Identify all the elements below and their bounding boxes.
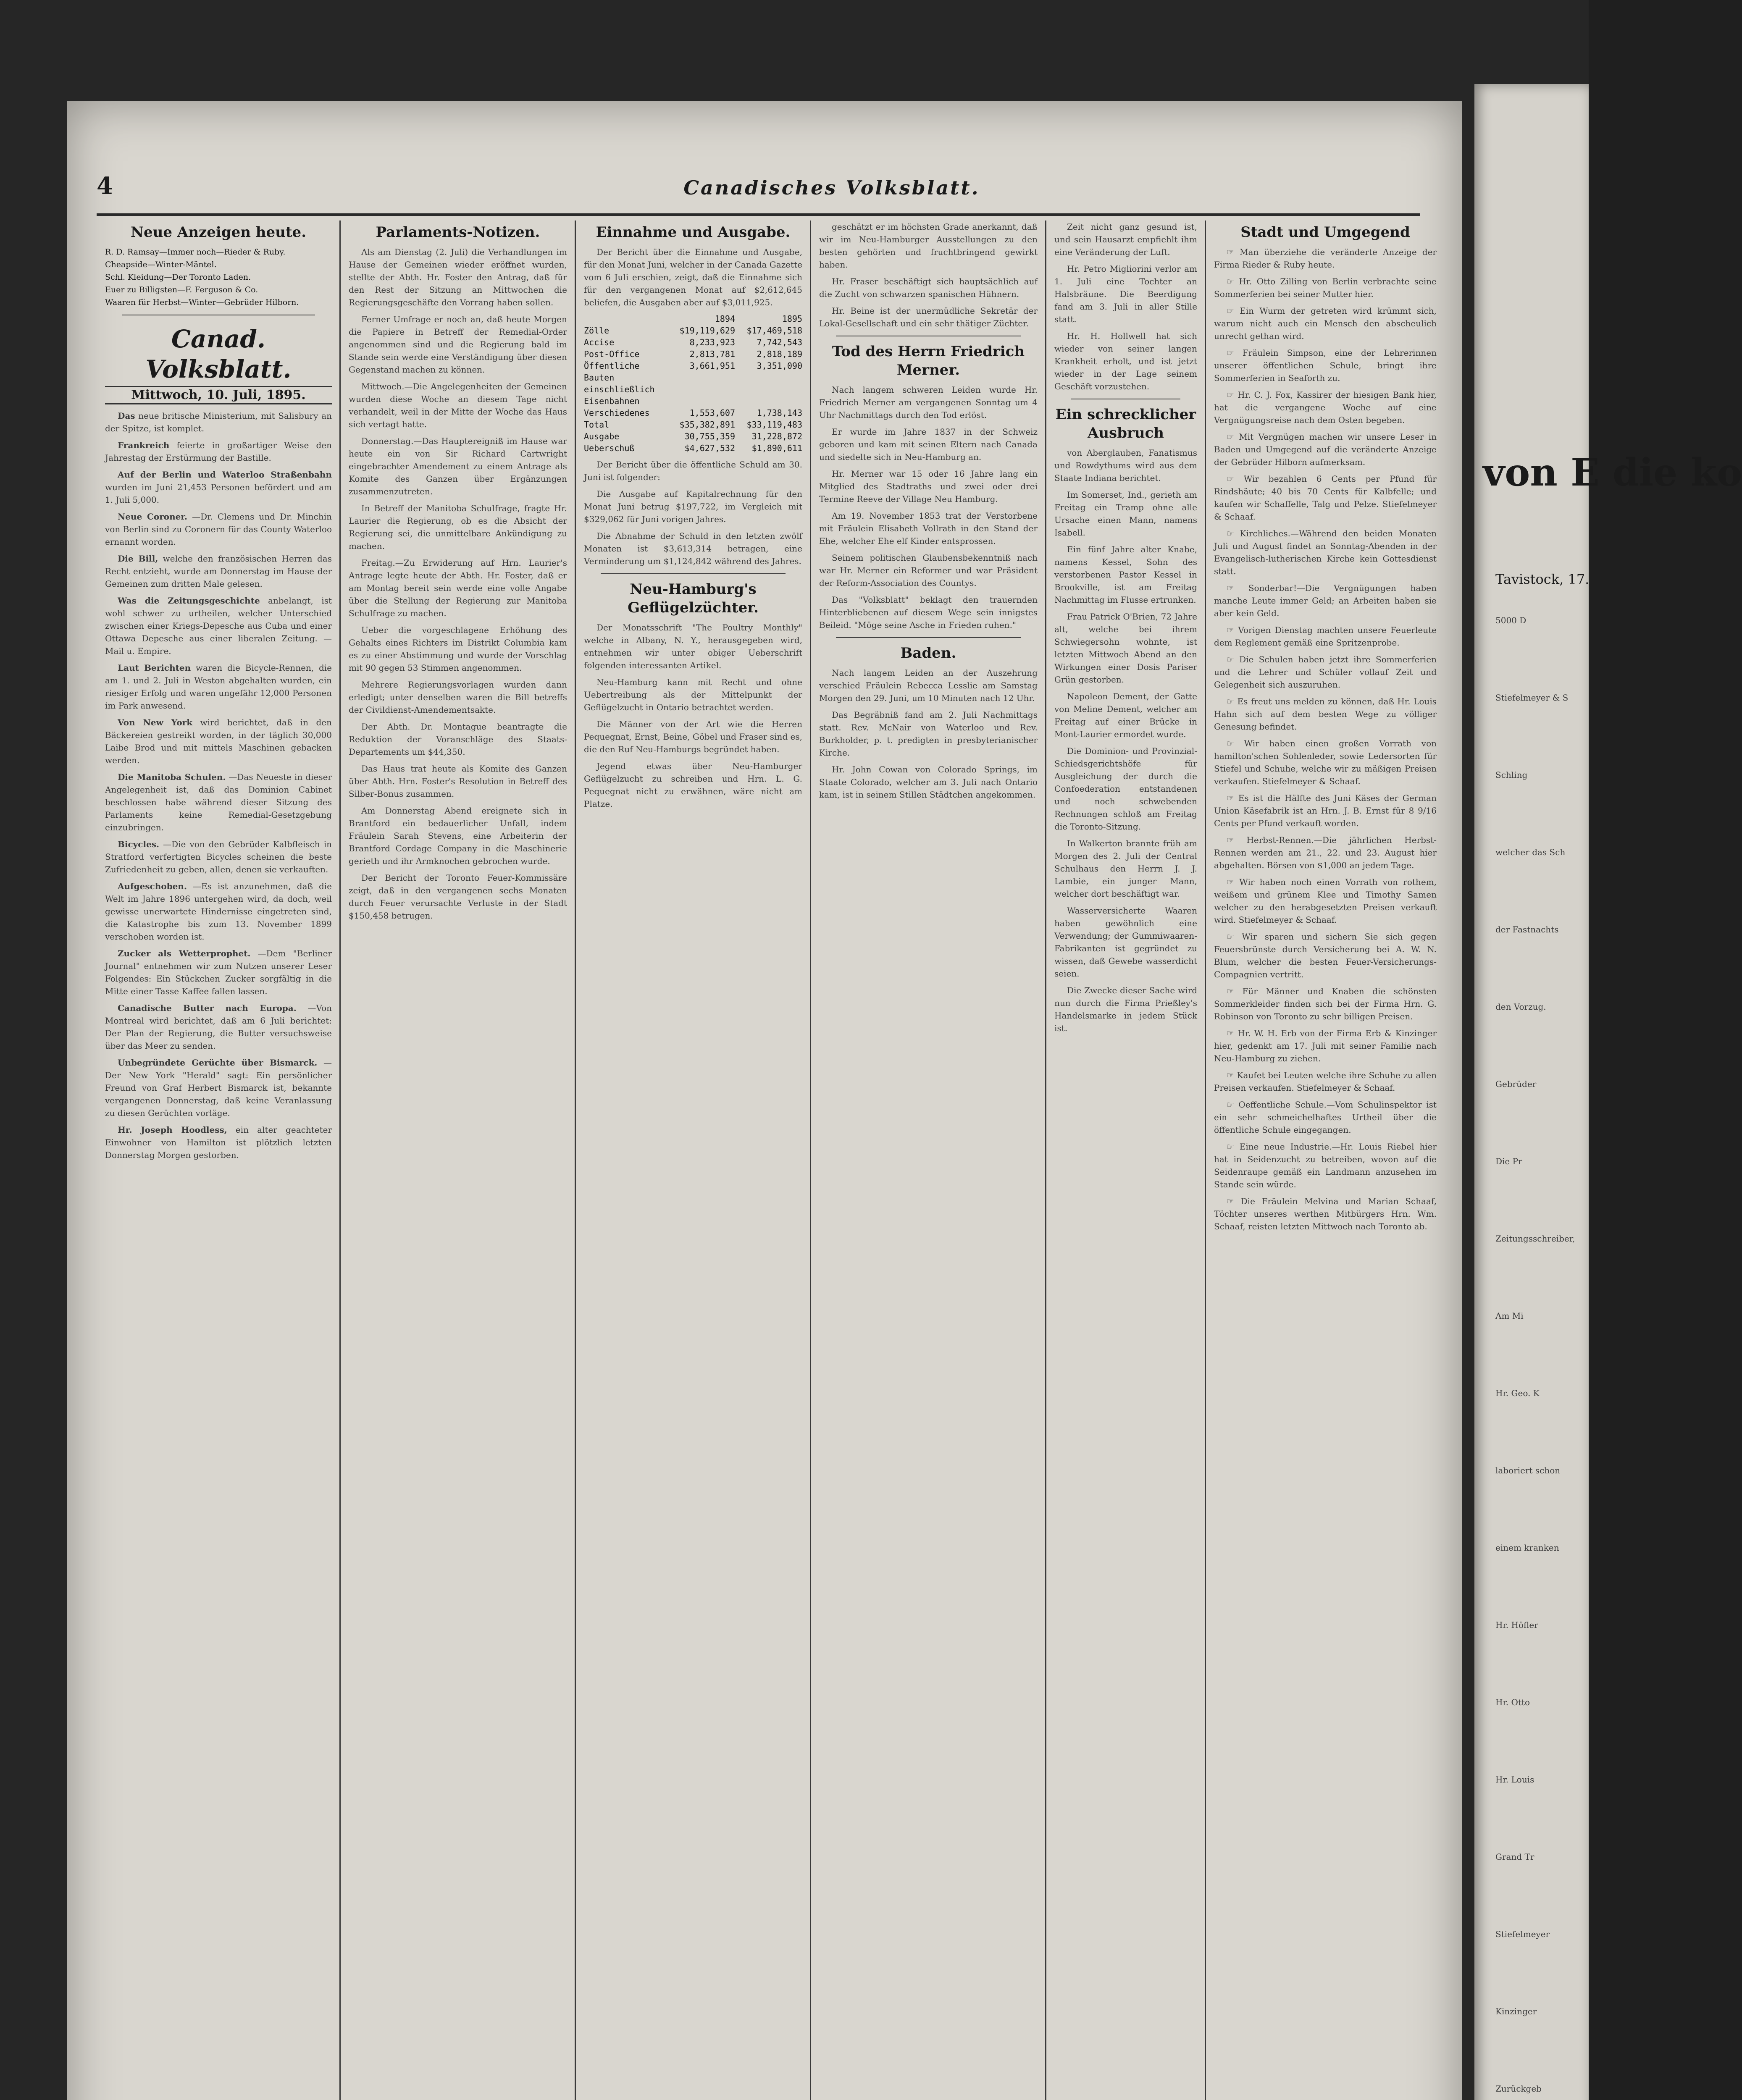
pointing-hand-icon: ☞ <box>1227 306 1240 316</box>
news-item <box>105 1002 332 1052</box>
column-1 <box>105 220 332 2100</box>
news-item-lead: Aufgeschoben. <box>118 881 187 891</box>
ad-line: Schl. Kleidung—Der Toronto Laden. <box>105 273 251 282</box>
adjacent-text-line: der Fastnachts <box>1495 924 1559 934</box>
local-item-text: Vorigen Dienstag machten unsere Feuerleute dem Reglement gemäß eine Spritzenprobe. <box>1214 625 1437 648</box>
obituary-paragraph: Das "Volksblatt" beklagt den trauernden Hinterbliebenen auf diesem Wege sein innigstes Beileid. "Möge seine Asche in Frieden ruhen." <box>819 595 1038 630</box>
pointing-hand-icon: ☞ <box>1227 793 1238 803</box>
local-headline: Stadt und Umgegend <box>1240 224 1410 241</box>
news-item-lead: Die Manitoba Schulen. <box>118 772 226 782</box>
local-item-text: Hr. W. H. Erb von der Firma Erb & Kinzinger hier, gedenkt am 17. Juli mit seiner Familie nach Neu-Hamburg zu ziehen. <box>1214 1028 1437 1063</box>
news-item-text: ein alter geachteter Einwohner von Hamilton ist plötzlich letzten Donnerstag Morgen gestorben. <box>105 1125 332 1160</box>
table-cell: $33,119,483 <box>746 420 802 430</box>
table-cell: 3,661,951 <box>689 361 735 371</box>
local-item-text: Hr. Otto Zilling von Berlin verbrachte seine Sommerferien bei seiner Mutter hier. <box>1214 276 1437 299</box>
adjacent-text-line: Gebrüder <box>1495 1079 1537 1089</box>
adjacent-text-line: welcher das Sch <box>1495 847 1566 857</box>
table-cell: 1894 <box>715 314 735 324</box>
adjacent-text-line: einem kranken <box>1495 1543 1559 1553</box>
local-item-text: Wir haben einen großen Vorrath von hamilton'schen Sohlenleder, sowie Ledersorten für Stiefel und Schuhe, welche wir zu mäßigen Preisen verkaufen. Stiefelmeyer & Schaaf. <box>1214 738 1437 786</box>
pointing-hand-icon: ☞ <box>1227 474 1244 484</box>
local-item-text: Man überziehe die veränderte Anzeige der Firma Rieder & Ruby heute. <box>1214 247 1437 270</box>
table-cell: 2,813,781 <box>689 349 735 359</box>
news-item <box>105 439 332 464</box>
local-item-text: Es ist die Hälfte des Juni Käses der German Union Käsefabrik ist an Hrn. J. B. Ernst für 8 9/16 Cents per Pfund verkauft worden. <box>1214 793 1437 828</box>
news-item <box>105 468 332 506</box>
column-rule <box>1045 220 1046 2100</box>
local-item <box>1214 1098 1437 1136</box>
news-item-text: wird berichtet, daß in den Bäckereien gestreikt worden, in der täglich 30,000 Laibe Brod und mit mittels Maschinen gebacken werden. <box>105 717 332 765</box>
adjacent-text-line: Stiefelmeyer <box>1495 1929 1550 1939</box>
news-item-text: neue britische Ministerium, mit Salisbury an der Spitze, ist komplet. <box>105 411 332 433</box>
revenue-paragraph: Die Abnahme der Schuld in den letzten zwölf Monaten ist $3,613,314 betragen, eine Verminderung um $1,124,842 während des Jahres. <box>584 531 802 566</box>
ad-line: Euer zu Billigsten—F. Ferguson & Co. <box>105 285 258 294</box>
obituary-headline: Tod des Herrn Friedrich Merner. <box>832 343 1025 378</box>
table-cell: 2,818,189 <box>757 349 802 359</box>
table-cell: 3,351,090 <box>757 361 802 371</box>
local-item-text: Für Männer und Knaben die schönsten Sommerkleider finden sich bei der Firma Hrn. G. Robinson von Toronto zu sehr billigen Preisen. <box>1214 986 1437 1021</box>
baden-text <box>819 667 1038 801</box>
table-cell: Post-Office <box>584 349 640 359</box>
table-cell: 1,738,143 <box>757 408 802 418</box>
local-item-text: Hr. C. J. Fox, Kassirer der hiesigen Bank hier, hat die vergangene Woche auf eine Vergnügungsreise nach dem Osten begeben. <box>1214 390 1437 425</box>
news-item <box>105 662 332 712</box>
adjacent-text-line: Hr. Geo. K <box>1495 1388 1540 1398</box>
parliament-paragraph: Freitag.—Zu Erwiderung auf Hrn. Laurier's Antrage legte heute der Abth. Hr. Foster, daß er am Montag bereit sein werde eine volle Angabe über die Stellung der Regierung zur Manitoba Schulfrage zu machen. <box>349 558 567 618</box>
table-cell: 7,742,543 <box>757 337 802 347</box>
table-cell: Total <box>584 420 610 430</box>
table-cell: Öffentliche Bauten einschließlich Eisenbahnen <box>584 361 655 406</box>
table-row <box>584 407 802 419</box>
local-item <box>1214 1069 1437 1094</box>
local-item <box>1214 1140 1437 1191</box>
news-item-lead: Hr. Joseph Hoodless, <box>118 1125 227 1135</box>
news-item-text: —Die von den Gebrüder Kalbfleisch in Stratford verfertigten Bicycles scheinen die beste Zufriedenheit zu geben, allen, denen sie verkauften. <box>105 839 332 874</box>
table-row <box>584 348 802 360</box>
outbreak-paragraph: Die Zwecke dieser Sache wird nun durch die Firma Prießley's Handelsmarke in jedem Stück ist. <box>1054 985 1197 1033</box>
parliament-text <box>349 246 567 922</box>
news-item <box>105 771 332 834</box>
news-item-lead: Zucker als Wetterprophet. <box>118 948 251 958</box>
local-item <box>1214 985 1437 1023</box>
news-item-lead: Das <box>118 411 135 421</box>
local-item-text: Die Schulen haben jetzt ihre Sommerferien und die Lehrer und Schüler vollauf Zeit und Gelegenheit sich auszuruhen. <box>1214 654 1437 690</box>
table-cell: $1,890,611 <box>751 443 802 453</box>
table-cell: 30,755,359 <box>684 431 735 441</box>
news-item-lead: Neue Coroner. <box>118 512 188 522</box>
table-row <box>584 419 802 430</box>
table-cell <box>584 313 668 325</box>
paper-title: Canadisches Volksblatt. <box>683 176 980 199</box>
table-cell: Verschiedenes <box>584 408 650 418</box>
news-item-lead: Was die Zeitungsgeschichte <box>118 596 260 606</box>
local-item <box>1214 653 1437 691</box>
running-head <box>97 172 1420 210</box>
column-4 <box>819 220 1038 2100</box>
local-item <box>1214 346 1437 384</box>
adjacent-text-line: Stiefelmeyer & S <box>1495 693 1569 703</box>
poultry-paragraph: Der Monatsschrift "The Poultry Monthly" welche in Albany, N. Y., herausgegeben wird, entnehmen wir unter obiger Ueberschrift folgenden interessanten Artikel. <box>584 622 802 670</box>
adjacent-text-line: Grand Tr <box>1495 1852 1534 1862</box>
poultry-paragraph: Hr. Fraser beschäftigt sich hauptsächlich auf die Zucht von schwarzen spanischen Hühnern. <box>819 276 1038 299</box>
table-row <box>584 325 802 336</box>
local-note: Hr. Petro Migliorini verlor am 1. Juli eine Tochter an Halsbräune. Die Beerdigung fand am 3. Juli in aller Stille statt. <box>1054 264 1197 324</box>
outbreak-paragraph: In Walkerton brannte früh am Morgen des 2. Juli der Central Schulhaus den Herrn J. J. Lambie, ein junger Mann, welcher dort beschäftigt war. <box>1054 838 1197 899</box>
adjacent-text-line: Zurückgeb <box>1495 2084 1542 2094</box>
pointing-hand-icon: ☞ <box>1227 1196 1241 1206</box>
revenue-text <box>584 458 802 567</box>
pointing-hand-icon: ☞ <box>1227 738 1244 748</box>
pointing-hand-icon: ☞ <box>1227 625 1238 635</box>
column-rule <box>810 220 811 2100</box>
outbreak-paragraph: Wasserversicherte Waaren haben gewöhnlich eine Verwendung; der Gummiwaaren-Fabrikanten ist gegründet zu wissen, daß Gewebe wasserdicht seien. <box>1054 906 1197 979</box>
pointing-hand-icon: ☞ <box>1227 1070 1237 1080</box>
obituary-paragraph: Nach langem schweren Leiden wurde Hr. Friedrich Merner am vergangenen Sonntag um 4 Uhr Nachmittags durch den Tod erlöst. <box>819 385 1038 420</box>
local-item-text: Mit Vergnügen machen wir unsere Leser in Baden und Umgegend auf die veränderte Anzeige der Gebrüder Hilborn aufmerksam. <box>1214 432 1437 467</box>
local-item-text: Sonderbar!—Die Vergnügungen haben manche Leute immer Geld; an Arbeiten haben sie aber kein Geld. <box>1214 583 1437 618</box>
local-item <box>1214 834 1437 872</box>
news-item-lead: Unbegründete Gerüchte über Bismarck. <box>118 1058 318 1068</box>
news-item-text: —Der New York "Herald" sagt: Ein persönlicher Freund von Graf Herbert Bismarck ist, bekannte vergangenen Donnerstag, daß keine Veranlassung zu diesen Gerüchten vorläge. <box>105 1058 332 1118</box>
news-item-lead: Frankreich <box>118 440 170 450</box>
outbreak-paragraph: von Aberglauben, Fanatismus und Rowdythums wird aus dem Staate Indiana berichtet. <box>1054 448 1197 483</box>
table-cell: 8,233,923 <box>689 337 735 347</box>
adjacent-text-line: Hr. Louis <box>1495 1774 1534 1785</box>
outbreak-headline: Ein schrecklicher Ausbruch <box>1055 406 1196 441</box>
adjacent-text-line: Zeitungsschreiber, <box>1495 1234 1575 1244</box>
table-cell: Ueberschuß <box>584 443 635 453</box>
news-item-text: —Dr. Clemens und Dr. Minchin von Berlin sind zu Coronern für das County Waterloo ernannt worden. <box>105 512 332 547</box>
local-item-text: Wir haben noch einen Vorrath von rothem, weißem und grünem Klee und Timothy Samen welcher zu den herabgesetzten Preisen verkauft wird. Stiefelmeyer & Schaaf. <box>1214 877 1437 925</box>
column-rule <box>339 220 341 2100</box>
news-item-text: anbelangt, ist wohl schwer zu urtheilen, welcher Unterschied zwischen einer Kriegs-Depesche aus Cuba und einer Ottawa Depesche aus einer liberalen Zeitung. — Mail u. Empire. <box>105 596 332 656</box>
column-5 <box>1054 220 1197 2100</box>
adjacent-dateline: Tavistock, 17. <box>1495 571 1590 587</box>
ad-line: Cheapside—Winter-Mäntel. <box>105 260 217 269</box>
revenue-table <box>584 313 802 454</box>
news-item <box>105 1056 332 1119</box>
pointing-hand-icon: ☞ <box>1227 696 1238 706</box>
parliament-paragraph: Donnerstag.—Das Hauptereigniß im Hause war heute ein von Sir Richard Cartwright eingebrachter Amendement zu einem Antrage als Komite des Ganzen über Ergänzungen zusammenzutreten. <box>349 436 567 496</box>
news-item <box>105 880 332 943</box>
table-cell: 31,228,872 <box>751 431 802 441</box>
local-item <box>1214 275 1437 300</box>
news-item <box>105 716 332 766</box>
pointing-hand-icon: ☞ <box>1227 348 1243 358</box>
table-header <box>584 313 802 325</box>
local-item <box>1214 582 1437 620</box>
baden-paragraph: Das Begräbniß fand am 2. Juli Nachmittags statt. Rev. McNair von Waterloo und Rev. Burkholder, p. t. predigten in presbyterianischer Kirche. <box>819 710 1038 758</box>
parliament-paragraph: Als am Dienstag (2. Juli) die Verhandlungen im Hause der Gemeinen wieder eröffnet wurden, stellte der Abth. Hr. Foster den Antrag, daß für den Rest der Sitzung an Mittwochen die Regierungsgeschäfte den Vorrang haben sollen. <box>349 247 567 307</box>
parliament-paragraph: Ueber die vorgeschlagene Erhöhung des Gehalts eines Richters im Distrikt Columbia kam es zu einer Abstimmung und wurde der Vorschlag mit 90 gegen 53 Stimmen angenommen. <box>349 625 567 673</box>
pointing-hand-icon: ☞ <box>1227 276 1239 286</box>
news-item <box>105 552 332 590</box>
news-item <box>105 838 332 876</box>
divider <box>836 637 1021 638</box>
revenue-headline: Einnahme und Ausgabe. <box>596 224 791 241</box>
local-item <box>1214 876 1437 926</box>
poultry-paragraph: Die Männer von der Art wie die Herren Pequegnat, Ernst, Beine, Göbel und Fraser sind es, die den Ruf Neu-Hamburgs begründet haben. <box>584 719 802 754</box>
adjacent-text-line: Am Mi <box>1495 1311 1524 1321</box>
news-item-lead: Die Bill, <box>118 554 158 564</box>
news-item-text: —Es ist anzunehmen, daß die Welt im Jahre 1896 untergehen wird, da doch, weil gewisse unerwartete Hindernisse eingetreten sind, die Katastrophe bis zum 13. November 1899 verschoben worden ist. <box>105 881 332 942</box>
table-cell: $17,469,518 <box>746 326 802 336</box>
adjacent-text-line: den Vorzug. <box>1495 1002 1546 1012</box>
baden-paragraph: Hr. John Cowan von Colorado Springs, im Staate Colorado, welcher am 3. Juli nach Ontario kam, ist in seinem Stillen Städtchen angekommen. <box>819 764 1038 800</box>
adjacent-text-line: Schling <box>1495 770 1528 780</box>
masthead: Canad. Volksblatt. <box>145 325 292 383</box>
pointing-hand-icon: ☞ <box>1227 528 1240 538</box>
local-item <box>1214 930 1437 981</box>
adjacent-text-line: laboriert schon <box>1495 1465 1561 1475</box>
column-2 <box>349 220 567 2100</box>
news-item-lead: Auf der Berlin und Waterloo Straßenbahn <box>118 470 332 480</box>
pointing-hand-icon: ☞ <box>1227 390 1238 400</box>
pointing-hand-icon: ☞ <box>1227 932 1242 942</box>
news-item <box>105 947 332 998</box>
outbreak-text <box>1054 446 1197 1034</box>
adjacent-page <box>1474 84 1742 2100</box>
local-item <box>1214 737 1437 788</box>
news-item-text: wurden im Juni 21,453 Personen befördert und am 1. Juli 5,000. <box>105 482 332 505</box>
poultry-paragraph: Jegend etwas über Neu-Hamburger Geflügelzucht zu schreiben und Hrn. L. G. Pequegnat nicht zu erwähnen, wäre nicht am Platze. <box>584 761 802 809</box>
local-item <box>1214 695 1437 733</box>
baden-headline: Baden. <box>900 645 956 662</box>
column-6 <box>1214 220 1437 2100</box>
local-item <box>1214 527 1437 578</box>
pointing-hand-icon: ☞ <box>1227 583 1248 593</box>
local-item-text: Fräulein Simpson, eine der Lehrerinnen unserer öffentlichen Schule, bringt ihre Sommerferien in Seaforth zu. <box>1214 348 1437 383</box>
local-item <box>1214 1195 1437 1233</box>
parliament-paragraph: Das Haus trat heute als Komite des Ganzen über Abth. Hrn. Foster's Resolution in Betreff des Silber-Bonus zusammen. <box>349 764 567 799</box>
table-cell: $19,119,629 <box>679 326 735 336</box>
adjacent-text-line: Die Pr <box>1495 1156 1522 1166</box>
ads-list <box>105 246 332 309</box>
obituary-paragraph: Seinem politischen Glaubensbekenntniß nach war Hr. Merner ein Reformer und war Präsident der Reform-Association des Countys. <box>819 553 1038 588</box>
local-item-text: Eine neue Industrie.—Hr. Louis Riebel hier hat in Seidenzucht zu betreiben, wovon auf die Seidenraupe gemäß ein Landmann anzusehen im Stande sein würde. <box>1214 1142 1437 1189</box>
pointing-hand-icon: ☞ <box>1227 432 1239 442</box>
poultry-text <box>584 621 802 810</box>
obituary-paragraph: Er wurde im Jahre 1837 in der Schweiz geboren und kam mit seinen Eltern nach Canada und siedelte sich in Neu-Hamburg an. <box>819 427 1038 462</box>
local-item-text: Kaufet bei Leuten welche ihre Schuhe zu allen Preisen verkaufen. Stiefelmeyer & Schaaf. <box>1214 1070 1437 1093</box>
news-item-lead: Von New York <box>118 717 193 727</box>
parliament-paragraph: Mehrere Regierungsvorlagen wurden dann erledigt; unter denselben waren die Bill betreffs der Civildienst-Amendementsakte. <box>349 680 567 715</box>
table-cell: 1895 <box>782 314 802 324</box>
local-note: Hr. H. Hollwell hat sich wieder von seiner langen Krankheit erholt, und ist jetzt wieder in der Lage seinem Geschäft vorzustehen. <box>1054 331 1197 391</box>
news-item-text: —Dem "Berliner Journal" entnehmen wir zum Nutzen unserer Leser Folgendes: Ein Stückchen Zucker sorgfältig in die Mitte einer Tasse Kaffee fallen lassen. <box>105 948 332 996</box>
outbreak-paragraph: Napoleon Dement, der Gatte von Meline Dement, welcher am Freitag auf einer Brücke in Mont-Laurier ermordet wurde. <box>1054 691 1197 739</box>
baden-paragraph: Nach langem Leiden an der Auszehrung verschied Fräulein Rebecca Lesslie am Samstag Morgen den 29. Juni, um 10 Minuten nach 12 Uhr. <box>819 668 1038 703</box>
news-sections <box>105 410 332 1161</box>
news-item <box>105 594 332 657</box>
table-cell: 1,553,607 <box>689 408 735 418</box>
local-item <box>1214 624 1437 649</box>
ad-line: Waaren für Herbst—Winter—Gebrüder Hilborn. <box>105 298 299 307</box>
adjacent-text <box>1495 613 1588 2100</box>
parliament-paragraph: Ferner Umfrage er noch an, daß heute Morgen die Papiere in Betreff der Remedial-Order angenommen sind und die Regierung bald im Stande sein werde eine Verständigung über diesen Gegenstand machen zu können. <box>349 314 567 375</box>
local-item <box>1214 1027 1437 1065</box>
column-rule <box>575 220 576 2100</box>
table-row <box>584 336 802 348</box>
local-item-text: Herbst-Rennen.—Die jährlichen Herbst-Rennen werden am 21., 22. und 23. August hier abgehalten. Börsen von $1,000 an jedem Tage. <box>1214 835 1437 870</box>
table-cell: $35,382,891 <box>679 420 735 430</box>
column-3 <box>584 220 802 2100</box>
news-item-lead: Laut Berichten <box>118 663 191 673</box>
news-item-lead: Canadische Butter nach Europa. <box>118 1003 297 1013</box>
local-items <box>1214 246 1437 1233</box>
local-item-text: Die Fräulein Melvina und Marian Schaaf, Töchter unseres werthen Mitbürgers Hrn. Wm. Schaaf, reisten letzten Mittwoch nach Toronto ab. <box>1214 1196 1437 1231</box>
local-item <box>1214 388 1437 426</box>
outbreak-paragraph: Frau Patrick O'Brien, 72 Jahre alt, welche bei ihrem Schwiegersohn wohnte, ist letzten Mittwoch Abend an den Wirkungen einer Dosis Pariser Grün gestorben. <box>1054 612 1197 685</box>
parliament-paragraph: In Betreff der Manitoba Schulfrage, fragte Hr. Laurier die Regierung, ob es die Absicht der Regierung sei, die unmittelbare Ankündigung zu machen. <box>349 503 567 551</box>
pointing-hand-icon: ☞ <box>1227 1142 1240 1152</box>
local-item-text: Oeffentliche Schule.—Vom Schulinspektor ist ein sehr schmeichelhaftes Urtheil über die öffentliche Schule eingegangen. <box>1214 1100 1437 1135</box>
news-item-text: waren die Bicycle-Rennen, die am 1. und 2. Juli in Weston abgehalten wurden, ein riesiger Erfolg und waren ungefähr 12,000 Personen im Park anwesend. <box>105 663 332 711</box>
parliament-headline: Parlaments-Notizen. <box>376 224 540 241</box>
poultry-paragraph: Neu-Hamburg kann mit Recht und ohne Uebertreibung als der Mittelpunkt der Geflügelzucht in Ontario betrachtet werden. <box>584 677 802 712</box>
poultry-headline: Neu-Hamburg's Geflügelzüchter. <box>628 581 759 616</box>
outbreak-paragraph: Im Somerset, Ind., gerieth am Freitag ein Tramp ohne alle Ursache einen Mann, namens Isabell. <box>1054 490 1197 538</box>
table-row <box>584 430 802 442</box>
local-item <box>1214 304 1437 342</box>
obituary-paragraph: Hr. Merner war 15 oder 16 Jahre lang ein Mitglied des Stadtraths und zwei oder drei Termine Reeve der Village Neu Hamburg. <box>819 469 1038 504</box>
adjacent-text-line: Hr. Otto <box>1495 1697 1530 1707</box>
table-cell: Zölle <box>584 326 610 336</box>
header-rule <box>97 213 1420 216</box>
local-notes <box>1054 262 1197 393</box>
ads-headline: Neue Anzeigen heute. <box>130 224 307 241</box>
page-number: 4 <box>97 172 113 200</box>
outbreak-paragraph: Die Dominion- und Provinzial-Schiedsgerichtshöfe für Ausgleichung der durch die Confoederation entstandenen und noch schwebenden Rechnungen schloß am Freitag die Toronto-Sitzung. <box>1054 746 1197 832</box>
revenue-intro: Der Bericht über die Einnahme und Ausgabe, für den Monat Juni, welcher in der Canada Gazette vom 6 Juli erschien, zeigt, daß die Einnahme sich für den vergangenen Monat auf $2,612,645 beliefen, die Ausgaben aber auf $3,011,925. <box>584 247 802 307</box>
obituary-text <box>819 383 1038 631</box>
divider <box>601 573 786 574</box>
parliament-paragraph: Der Abth. Dr. Montague beantragte die Reduktion der Voranschläge des Staats-Departements um $44,350. <box>349 722 567 757</box>
local-item <box>1214 472 1437 523</box>
local-item-text: Wir sparen und sichern Sie sich gegen Feuersbrünste durch Versicherung bei A. W. N. Blum, welcher die besten Feuer-Versicherungs-Compagnien vertritt. <box>1214 932 1437 979</box>
pointing-hand-icon: ☞ <box>1227 1100 1239 1110</box>
adjacent-text-line: 5000 D <box>1495 615 1527 625</box>
news-item-text: —Von Montreal wird berichtet, daß am 6 Juli berichtet: Der Plan der Regierung, die Butter versuchsweise über das Meer zu senden. <box>105 1003 332 1051</box>
table-row <box>584 360 802 407</box>
table-cell: $4,627,532 <box>684 443 735 453</box>
news-item <box>105 510 332 548</box>
adjacent-headline: von E die ko <box>1483 450 1742 495</box>
poultry-paragraph: Hr. Beine ist der unermüdliche Sekretär der Lokal-Gesellschaft und ein sehr thätiger Züchter. <box>819 306 1038 328</box>
news-item <box>105 1124 332 1161</box>
table-row <box>584 442 802 454</box>
poultry-continued <box>819 275 1038 330</box>
revenue-paragraph: Der Bericht über die öffentliche Schuld am 30. Juni ist folgender: <box>584 459 802 482</box>
table-cell: Accise <box>584 337 615 347</box>
dateline: Mittwoch, 10. Juli, 1895. <box>105 386 332 404</box>
news-item-text: feierte in großartiger Weise den Jahrestag der Erstürmung der Bastille. <box>105 440 332 463</box>
parliament-paragraph: Mittwoch.—Die Angelegenheiten der Gemeinen wurden diese Woche an diesem Tage nicht verhandelt, weil in der Mitte der Woche das Haus sich vertagt hatte. <box>349 381 567 429</box>
adjacent-text-line: Hr. Höfler <box>1495 1620 1538 1630</box>
local-item-text: Es freut uns melden zu können, daß Hr. Louis Hahn sich auf dem besten Wege zu völliger Genesung befindet. <box>1214 696 1437 732</box>
continued-text: geschätzt er im höchsten Grade anerkannt, daß wir im Neu-Hamburger Ausstellungen zu den besten gehörten und fruchtbringend gewirkt haben. <box>819 222 1038 270</box>
ad-line: R. D. Ramsay—Immer noch—Rieder & Ruby. <box>105 247 286 257</box>
local-item <box>1214 430 1437 468</box>
pointing-hand-icon: ☞ <box>1227 835 1247 845</box>
outbreak-paragraph: Ein fünf Jahre alter Knabe, namens Kessel, Sohn des verstorbenen Pastor Kessel in Brookville, ist am Freitag Nachmittag im Flusse ertrunken. <box>1054 544 1197 605</box>
column-rule <box>1205 220 1206 2100</box>
revenue-paragraph: Die Ausgabe auf Kapitalrechnung für den Monat Juni betrug $197,722, im Vergleich mit $329,062 für Juni vorigen Jahres. <box>584 489 802 524</box>
news-item-text: —Das Neueste in dieser Angelegenheit ist, daß das Dominion Cabinet beschlossen habe während dieser Sitzung des Parlaments keine Remedial-Gesetzgebung einzubringen. <box>105 772 332 832</box>
pointing-hand-icon: ☞ <box>1227 247 1240 257</box>
pointing-hand-icon: ☞ <box>1227 1028 1238 1038</box>
local-item <box>1214 792 1437 830</box>
news-item-text: welche den französischen Herren das Recht entzieht, wurde am Donnerstag im Hause der Gemeinen zum dritten Male gelesen. <box>105 554 332 589</box>
local-item-text: Kirchliches.—Während den beiden Monaten Juli und August findet an Sonntag-Abenden in der Evangelisch-lutherischen Kirche kein Gottesdienst statt. <box>1214 528 1437 576</box>
local-item-text: Ein Wurm der getreten wird krümmt sich, warum nicht auch ein Mensch den abscheulich unrecht gethan wird. <box>1214 306 1437 341</box>
parliament-paragraph: Der Bericht der Toronto Feuer-Kommissäre zeigt, daß in den vergangenen sechs Monaten durch Feuer verursachte Verluste in der Stadt $150,458 betrugen. <box>349 873 567 921</box>
local-item-text: Wir bezahlen 6 Cents per Pfund für Rindshäute; 40 bis 70 Cents für Kalbfelle; und kaufen wir Schaffelle, Talg und Pelze. Stiefelmeyer & Schaaf. <box>1214 474 1437 522</box>
news-item-lead: Bicycles. <box>118 839 160 849</box>
parliament-paragraph: Am Donnerstag Abend ereignete sich in Brantford ein bedauerlicher Unfall, indem Fräulein Sarah Stevens, eine Arbeiterin der Brantford Cordage Company in die Maschinerie gerieth und ihr Armknochen gebrochen wurde. <box>349 806 567 866</box>
pointing-hand-icon: ☞ <box>1227 877 1240 887</box>
news-item <box>105 410 332 435</box>
pointing-hand-icon: ☞ <box>1227 654 1240 664</box>
continued-text: Zeit nicht ganz gesund ist, und sein Hausarzt empfiehlt ihm eine Veränderung der Luft. <box>1054 222 1197 257</box>
obituary-paragraph: Am 19. November 1853 trat der Verstorbene mit Fräulein Elisabeth Vollrath in den Stand der Ehe, welcher Ehe elf Kinder entsprossen. <box>819 511 1038 546</box>
adjacent-text-line: Kinzinger <box>1495 2006 1537 2016</box>
table-cell: Ausgabe <box>584 431 620 441</box>
local-item <box>1214 246 1437 271</box>
pointing-hand-icon: ☞ <box>1227 986 1243 996</box>
